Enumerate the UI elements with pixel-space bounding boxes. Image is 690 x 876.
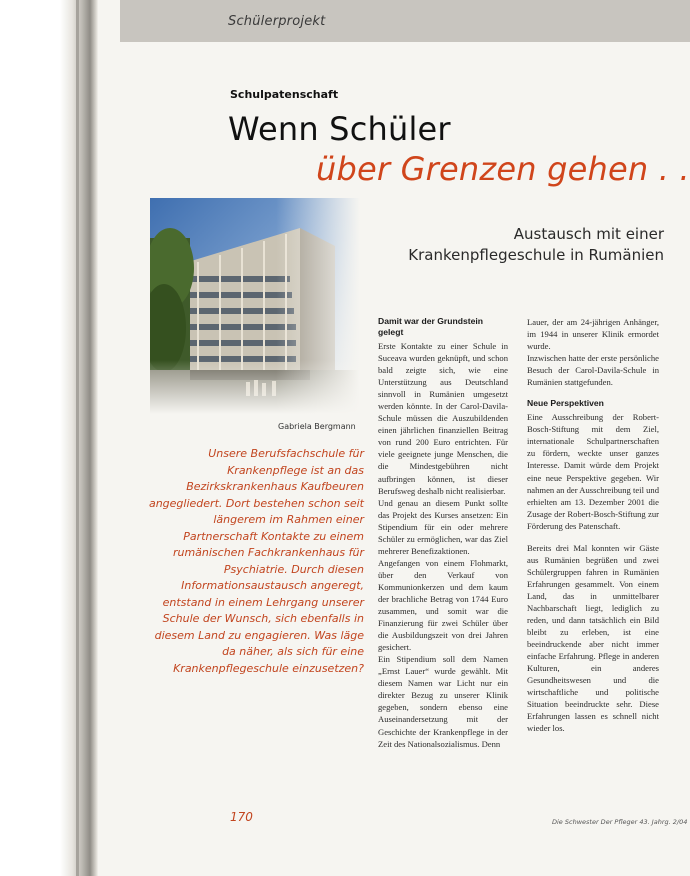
paragraph: Eine Ausschreibung der Robert-Bosch-Stiftung mit dem Ziel, internationale Schulpartnerschaften zu fördern, weckte unser ganzes Interesse. Damit würde dem Projekt eine neue Perspektive gegeben. Wir nahmen an der Ausschreibung teil und erhielten am 13. Dezember 2001 die Zusage der Robert-Bosch-Stiftung zur Förderung des Patenschaft.	[527, 412, 659, 531]
article-title-line2: über Grenzen gehen . .	[316, 150, 690, 188]
subtitle-line1: Austausch mit einer	[513, 225, 664, 243]
article-intro: Unsere Berufsfachschule für Krankenpflege ist an das Bezirkskrankenhaus Kaufbeuren angegliedert. Dort bestehen schon seit längerem im Rahmen einer Partnerschaft Kontakte zu einem rumänischen Fachkrankenhaus für Psychiatrie. Durch diesen Informationsaustausch angeregt, entstand in einem Lehrgang unserer Schule der Wunsch, sich ebenfalls in diesem Land zu engagieren. Was läge da näher, als sich für eine Krankenpflegeschule einzusetzen?	[148, 447, 364, 675]
hospital-building-photo	[150, 198, 360, 414]
paragraph: Angefangen von einem Flohmarkt, über den Verkauf von Kommunionkerzen und dem kaum der brachliche Betrag von 1744 Euro zusammen, und somit war die Finanzierung für zwei Schüler über die Ausbildungszeit von drei Jahren gesichert.	[378, 557, 508, 653]
paragraph: Lauer, der am 24-jährigen Anhänger, im 1944 in unserer Klinik ermordet wurde.	[527, 317, 659, 352]
subtitle-line2: Krankenpflegeschule in Rumänien	[408, 246, 664, 264]
paragraph: Ein Stipendium soll dem Namen „Ernst Lauer“ wurde gewählt. Mit diesem Namen war Licht nur ein direkter Bezug zu unserer Klinik gegeben, sondern ebenso eine Auseinandersetzung mit der Geschichte der Krankenpflege in der Zeit des Nationalsozialismus. Denn	[378, 654, 508, 749]
journal-footer: Die Schwester Der Pfleger 43. Jahrg. 2/04	[552, 818, 688, 826]
section-label: Schülerprojekt	[228, 14, 326, 29]
paragraph: Erste Kontakte zu einer Schule in Suceava wurden geknüpft, und schon bald zeigte sich, wie eine Unterstützung aus Deutschland sinnvoll in Rumänien umgesetzt werden könnte. In der Carol-Davila-Schule müssen die Auszubildenden einen jährlichen finanziellen Beitrag von rund 200 Euro entrichten. Für viele geeignete junge Menschen, die die Mindestgebühren nicht aufbringen können, ist dieser Berufsweg deshalb nicht realisierbar.	[378, 341, 508, 496]
photo-credit: Gabriela Bergmann	[278, 422, 356, 431]
paragraph: Und genau an diesem Punkt sollte das Projekt des Kurses ansetzen: Ein Stipendium für ein oder mehrere Schüler zu ermöglichen, war das Ziel mehrerer Benefizaktionen.	[378, 497, 508, 556]
page-number: 170	[230, 810, 253, 824]
article-subtitle	[408, 224, 664, 266]
column1-heading: Damit war der Grundstein gelegt	[378, 316, 484, 337]
article-kicker: Schulpatenschaft	[230, 88, 339, 101]
page-edge	[76, 0, 79, 876]
article-title-line1: Wenn Schüler	[228, 110, 451, 148]
column2-heading: Neue Perspektiven	[527, 398, 604, 409]
paragraph: Bereits drei Mal konnten wir Gäste aus Rumänien begrüßen und zwei Schülergruppen fahren in Rumänien Erfahrungen gesammelt. Von einem Land, das in unmittelbarer Nachbarschaft liegt, lediglich zu reden, und dann tatsächlich ein Bild bleibt zu erleben, ist eine beeindruckende aber nicht immer einfache Erfahrung. Pflege in anderen Kulturen, ein anderes Gesundheitswesen und die wirtschaftliche und politische Situation beeindruckte sehr. Diese Erfahrungen lassen es schnell nicht wieder los.	[527, 542, 659, 734]
text-column-1	[378, 316, 508, 750]
paragraph: Inzwischen hatte der erste persönliche Besuch der Carol-Davila-Schule in Rumänien stattgefunden.	[527, 353, 659, 388]
section-header-band	[120, 0, 690, 42]
book-spine-shadow	[0, 0, 98, 876]
text-column-2	[527, 316, 659, 735]
